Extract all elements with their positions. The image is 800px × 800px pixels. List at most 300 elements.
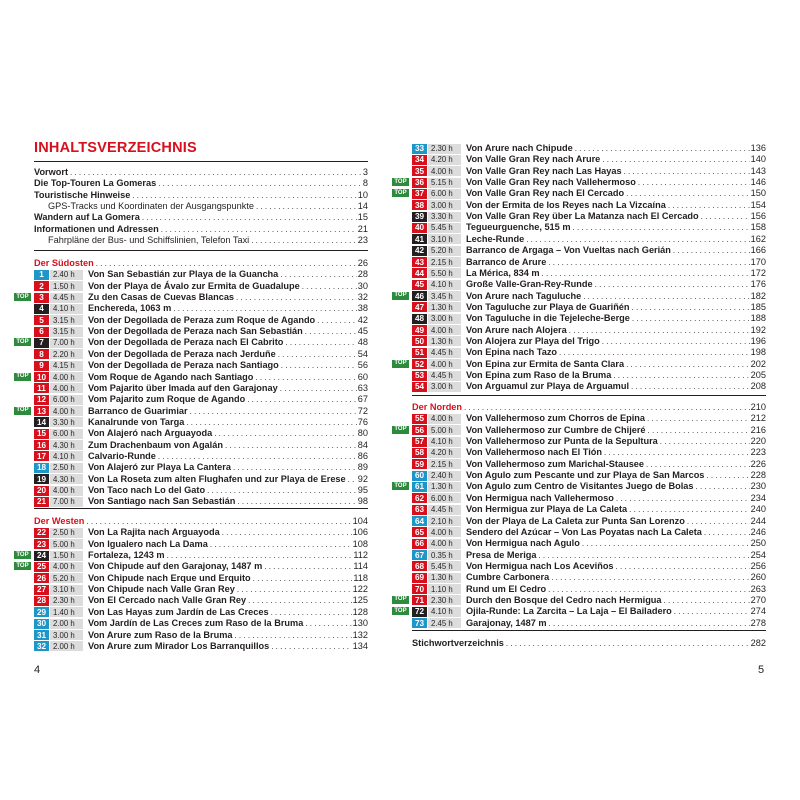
entry-title: Von Arure zum Raso de la Bruma xyxy=(88,629,233,640)
entry-title: Stichwortverzeichnis xyxy=(412,638,504,648)
entry-title: Die Top-Touren La Gomeras xyxy=(34,178,157,189)
entry-title: La Mérica, 834 m xyxy=(466,267,540,278)
page-ref: 228 xyxy=(750,470,766,481)
tour-row[interactable] xyxy=(412,447,766,458)
page-ref: 128 xyxy=(352,606,368,617)
tour-row[interactable] xyxy=(34,451,368,462)
tour-row[interactable] xyxy=(34,485,368,496)
leader-dots xyxy=(646,459,750,470)
tour-row[interactable] xyxy=(412,381,766,392)
leader-dots xyxy=(132,190,356,201)
tour-row[interactable] xyxy=(34,428,368,439)
tour-row[interactable] xyxy=(412,470,766,481)
leader-dots xyxy=(582,538,750,549)
tour-row[interactable] xyxy=(34,584,368,595)
section-heading-norden[interactable] xyxy=(412,402,766,413)
tour-number-badge: 10 xyxy=(34,372,49,382)
tour-number-badge: 14 xyxy=(34,417,49,427)
leader-dots xyxy=(660,436,750,447)
tour-row[interactable] xyxy=(394,481,766,492)
leader-dots xyxy=(506,638,750,649)
page-ref: 162 xyxy=(750,233,766,244)
tour-row[interactable] xyxy=(412,211,766,222)
entry-title: Von Hermigua nach Vallehermoso xyxy=(466,492,614,503)
tour-row[interactable] xyxy=(34,326,368,337)
tour-number-badge: 71 xyxy=(412,595,427,605)
page-ref: 23 xyxy=(357,235,368,246)
section-divider xyxy=(34,250,368,251)
tour-duration: 4.00 h xyxy=(50,486,83,496)
tour-row[interactable] xyxy=(412,200,766,211)
entry-title: Von der Degollada de Peraza nach San Sebastián xyxy=(88,326,303,337)
leader-dots xyxy=(253,573,353,584)
toc-entry[interactable] xyxy=(34,167,368,178)
tour-row[interactable] xyxy=(34,462,368,473)
leader-dots xyxy=(225,440,357,451)
tour-row[interactable] xyxy=(34,281,368,292)
leader-dots xyxy=(616,561,750,572)
top-tour-badge: TOP xyxy=(392,292,409,300)
tour-number-badge: 1 xyxy=(34,270,49,280)
tour-duration: 4.10 h xyxy=(50,304,83,314)
entry-title: Von Las Hayas zum Jardín de Las Creces xyxy=(88,606,269,617)
tour-number-badge: 54 xyxy=(412,382,427,392)
tour-row[interactable] xyxy=(34,269,368,280)
leader-dots xyxy=(280,383,357,394)
tour-duration: 4.45 h xyxy=(428,348,461,358)
page-ref: 10 xyxy=(357,189,368,200)
page-ref: 198 xyxy=(750,347,766,358)
toc-entry[interactable] xyxy=(34,201,368,212)
tour-duration: 3.00 h xyxy=(428,382,461,392)
section-divider xyxy=(412,395,766,396)
tour-duration: 3.00 h xyxy=(50,630,83,640)
tour-duration: 3.00 h xyxy=(428,200,461,210)
page-ref: 14 xyxy=(357,201,368,212)
leader-dots xyxy=(626,188,750,199)
tour-row[interactable] xyxy=(16,371,368,383)
toc-entry[interactable] xyxy=(34,178,368,189)
tour-row[interactable] xyxy=(34,315,368,326)
tour-duration: 5.50 h xyxy=(428,268,461,278)
entry-title: Vom Pajarito zum Roque de Agando xyxy=(88,394,246,405)
tour-row[interactable] xyxy=(34,595,368,606)
tour-row[interactable] xyxy=(412,154,766,165)
top-tour-badge: TOP xyxy=(392,426,409,434)
entry-title: Von El Cercado nach Valle Gran Rey xyxy=(88,595,247,606)
tour-number-badge: 38 xyxy=(412,200,427,210)
page-ref: 84 xyxy=(357,439,368,450)
tour-row[interactable] xyxy=(34,360,368,371)
entry-title: Von Taco nach Lo del Gato xyxy=(88,485,206,495)
leader-dots xyxy=(190,406,357,417)
page-ref: 45 xyxy=(357,326,368,337)
toc-entry[interactable] xyxy=(34,212,368,223)
tour-duration: 7.00 h xyxy=(50,338,83,348)
leader-dots xyxy=(86,516,351,527)
top-tour-badge: TOP xyxy=(14,407,31,415)
page-ref: 260 xyxy=(750,572,766,583)
page-ref: 3 xyxy=(362,167,368,177)
entry-title: Presa de Meriga xyxy=(466,549,537,560)
leader-dots xyxy=(551,572,749,583)
leader-dots xyxy=(573,222,750,233)
top-tour-badge: TOP xyxy=(14,562,31,570)
tour-row[interactable] xyxy=(412,550,766,561)
top-tour-badge: TOP xyxy=(392,189,409,197)
leader-dots xyxy=(158,451,357,462)
entry-title: Von der Playa de Ávalo zur Ermita de Guadalupe xyxy=(88,280,300,291)
leader-dots xyxy=(96,258,357,269)
top-tour-badge: TOP xyxy=(392,178,409,186)
tour-row[interactable] xyxy=(34,527,368,538)
leader-dots xyxy=(548,257,749,268)
tour-number-badge: 42 xyxy=(412,246,427,256)
tour-row[interactable] xyxy=(412,268,766,279)
page-ref: 60 xyxy=(357,371,368,382)
tour-row[interactable] xyxy=(412,436,766,447)
leader-dots xyxy=(251,235,357,246)
page-ref: 234 xyxy=(750,492,766,503)
tour-duration: 3.10 h xyxy=(50,585,83,595)
leader-dots xyxy=(673,245,750,256)
entry-title: Wandern auf La Gomera xyxy=(34,212,140,223)
leader-dots xyxy=(247,394,357,405)
page-ref: 48 xyxy=(357,337,368,348)
leader-dots xyxy=(234,630,351,641)
entry-title: Von der Degollada de Peraza nach Santiago xyxy=(88,360,279,371)
page-ref: 8 xyxy=(362,178,368,189)
leader-dots xyxy=(248,595,352,606)
leader-dots xyxy=(222,527,352,538)
tour-row[interactable] xyxy=(16,292,368,303)
tour-number-badge: 37 xyxy=(412,189,427,199)
tour-number-badge: 26 xyxy=(34,573,49,583)
section-divider xyxy=(34,508,368,509)
entry-title: Von Alajeró nach Arguayoda xyxy=(88,428,213,439)
page-ref: 21 xyxy=(357,223,368,234)
entry-title: Von La Rajita nach Arguayoda xyxy=(88,527,220,538)
tour-number-badge: 69 xyxy=(412,573,427,583)
page-ref: 125 xyxy=(352,595,368,606)
tour-duration: 2.15 h xyxy=(428,257,461,267)
page-ref: 92 xyxy=(357,473,368,484)
tour-row[interactable] xyxy=(412,572,766,583)
tour-row[interactable] xyxy=(34,474,368,485)
page-ref: 226 xyxy=(750,458,766,469)
leader-dots xyxy=(538,550,749,561)
tour-row[interactable] xyxy=(16,550,368,561)
tour-row[interactable] xyxy=(412,336,766,347)
tour-duration: 1.30 h xyxy=(428,573,461,583)
tour-row[interactable] xyxy=(412,245,766,256)
tour-duration: 3.30 h xyxy=(50,417,83,427)
page-ref: 134 xyxy=(352,640,368,651)
tour-row[interactable] xyxy=(16,405,368,417)
tour-row[interactable] xyxy=(412,618,766,629)
tour-number-badge: 64 xyxy=(412,516,427,526)
tour-duration: 4.30 h xyxy=(50,440,83,450)
tour-number-badge: 31 xyxy=(34,630,49,640)
tour-row[interactable] xyxy=(394,188,766,199)
section-heading-westen[interactable] xyxy=(34,516,368,527)
tour-duration: 3.00 h xyxy=(428,314,461,324)
page-ref: 270 xyxy=(750,594,766,605)
tour-row[interactable] xyxy=(394,177,766,188)
tour-duration: 2.10 h xyxy=(428,516,461,526)
tour-row[interactable] xyxy=(16,337,368,348)
entry-title: Von der Degollada de Peraza nach El Cabrito xyxy=(88,337,284,348)
leader-dots xyxy=(569,325,750,336)
tour-row[interactable] xyxy=(412,538,766,549)
page-ref: 136 xyxy=(750,143,766,153)
page-ref: 220 xyxy=(750,436,766,447)
tour-number-badge: 43 xyxy=(412,257,427,267)
top-tour-badge: TOP xyxy=(14,338,31,346)
entry-title: Große Valle-Gran-Rey-Runde xyxy=(466,279,593,290)
tour-duration: 2.30 h xyxy=(428,595,461,605)
tour-row[interactable] xyxy=(412,302,766,313)
entry-title: Von Hermigua nach Los Aceviños xyxy=(466,560,614,571)
entry-title: Tegueurguenche, 515 m xyxy=(466,222,571,233)
page-ref: 146 xyxy=(750,177,766,188)
entry-title: Von Vallehermoso zum Marichal-Stausee xyxy=(466,458,645,469)
page-ref: 26 xyxy=(357,258,368,268)
tour-row[interactable] xyxy=(16,561,368,572)
tour-duration: 1.30 h xyxy=(428,336,461,346)
tour-duration: 2.20 h xyxy=(50,349,83,359)
tour-row[interactable] xyxy=(412,561,766,572)
tour-duration: 2.30 h xyxy=(428,144,461,154)
leader-dots xyxy=(255,372,356,383)
page-ref: 30 xyxy=(357,280,368,291)
tour-duration: 1.30 h xyxy=(428,302,461,312)
tour-row[interactable] xyxy=(412,459,766,470)
section-divider xyxy=(412,630,766,631)
leader-dots xyxy=(186,417,356,428)
leader-dots xyxy=(278,349,357,360)
tour-number-badge: 44 xyxy=(412,268,427,278)
tour-duration: 4.20 h xyxy=(428,448,461,458)
page-ref: 166 xyxy=(750,245,766,256)
tour-duration: 1.50 h xyxy=(50,281,83,291)
tour-row[interactable] xyxy=(412,257,766,268)
entry-title: Von Chipude nach Erque und Erquito xyxy=(88,572,251,583)
tour-number-badge: 72 xyxy=(412,607,427,617)
page-ref: 80 xyxy=(357,428,368,439)
page-ref: 278 xyxy=(750,617,766,628)
tour-duration: 1.10 h xyxy=(428,584,461,594)
leader-dots xyxy=(167,550,353,561)
tour-number-badge: 39 xyxy=(412,212,427,222)
entry-title: Fahrpläne der Bus- und Schiffslinien, Telefon Taxi xyxy=(48,235,250,246)
page-ref: 246 xyxy=(750,526,766,537)
leader-dots xyxy=(549,618,750,629)
page-ref: 172 xyxy=(750,267,766,278)
leader-dots xyxy=(687,516,750,527)
tour-number-badge: 36 xyxy=(412,178,427,188)
tour-duration: 3.15 h xyxy=(50,315,83,325)
section-title: Der Westen xyxy=(34,516,85,526)
tour-number-badge: 18 xyxy=(34,463,49,473)
page-ref: 256 xyxy=(750,560,766,571)
leader-dots xyxy=(575,143,750,154)
page-ref: 130 xyxy=(352,618,368,629)
tour-row[interactable] xyxy=(412,370,766,381)
page-ref: 230 xyxy=(750,481,766,492)
tour-row[interactable] xyxy=(412,584,766,595)
entry-title: Sendero del Azúcar – Von Las Poyatas nach La Caleta xyxy=(466,526,702,537)
tour-row[interactable] xyxy=(34,573,368,584)
tour-row[interactable] xyxy=(412,279,766,290)
leader-dots xyxy=(526,234,749,245)
tour-duration: 4.45 h xyxy=(50,293,83,303)
tour-duration: 5.45 h xyxy=(428,223,461,233)
leader-dots xyxy=(305,326,357,337)
page-ref: 54 xyxy=(357,348,368,359)
page-ref: 176 xyxy=(750,279,766,290)
tour-duration: 5.45 h xyxy=(428,561,461,571)
tour-row[interactable] xyxy=(34,417,368,428)
tour-row[interactable] xyxy=(412,413,766,424)
tour-row[interactable] xyxy=(412,313,766,324)
tour-number-badge: 40 xyxy=(412,223,427,233)
tour-row[interactable] xyxy=(412,222,766,233)
leader-dots xyxy=(210,539,352,550)
tour-number-badge: 61 xyxy=(412,482,427,492)
tour-row[interactable] xyxy=(34,303,368,314)
page-ref: 86 xyxy=(357,450,368,461)
tour-row[interactable] xyxy=(394,606,766,617)
tour-duration: 4.00 h xyxy=(50,372,83,382)
section-heading-suedosten[interactable] xyxy=(34,258,368,269)
tour-row[interactable] xyxy=(412,516,766,527)
tour-row[interactable] xyxy=(412,234,766,245)
tour-row[interactable] xyxy=(34,607,368,618)
page-ref: 263 xyxy=(750,583,766,594)
page-ref: 185 xyxy=(750,301,766,312)
page-ref: 106 xyxy=(352,527,368,538)
tour-number-badge: 48 xyxy=(412,314,427,324)
toc-entry[interactable] xyxy=(34,224,368,235)
tour-number-badge: 49 xyxy=(412,325,427,335)
page-ref: 282 xyxy=(750,638,766,648)
tour-duration: 2.40 h xyxy=(50,270,83,280)
leader-dots xyxy=(256,201,357,212)
tour-duration: 6.00 h xyxy=(50,395,83,405)
page-ref: 254 xyxy=(750,549,766,560)
leader-dots xyxy=(604,447,750,458)
top-tour-badge: TOP xyxy=(14,293,31,301)
entry-title: Von Epina zum Raso de la Bruma xyxy=(466,370,612,380)
tour-row[interactable] xyxy=(412,347,766,358)
tour-row[interactable] xyxy=(34,496,368,507)
tour-row[interactable] xyxy=(34,641,368,652)
entry-title: Von Arure zum Mirador Los Barranquillos xyxy=(88,640,270,651)
tour-row[interactable] xyxy=(394,358,766,370)
tour-number-badge: 34 xyxy=(412,155,427,165)
page-ref: 158 xyxy=(750,222,766,233)
entry-title: Von Agulo zum Pescante und zur Playa de San Marcos xyxy=(466,470,705,481)
tour-number-badge: 33 xyxy=(412,144,427,154)
entry-title: Von Arure nach Chipude xyxy=(466,143,573,153)
tour-row[interactable] xyxy=(34,394,368,405)
entry-title: Leche-Runde xyxy=(466,233,525,244)
tour-row[interactable] xyxy=(394,594,766,606)
tour-row[interactable] xyxy=(412,527,766,538)
tour-number-badge: 17 xyxy=(34,451,49,461)
tour-number-badge: 63 xyxy=(412,505,427,515)
tour-duration: 5.00 h xyxy=(428,425,461,435)
toc-entry[interactable] xyxy=(34,190,368,201)
tour-row[interactable] xyxy=(34,383,368,394)
toc-entry[interactable] xyxy=(34,235,368,246)
page-ref: 274 xyxy=(750,606,766,617)
tour-row[interactable] xyxy=(394,290,766,302)
page-ref: 250 xyxy=(750,538,766,549)
tour-row[interactable] xyxy=(412,166,766,177)
tour-row[interactable] xyxy=(412,325,766,336)
index-entry[interactable] xyxy=(412,638,766,649)
leader-dots xyxy=(233,462,357,473)
page-ref: 210 xyxy=(750,402,766,412)
tour-row[interactable] xyxy=(394,424,766,436)
leader-dots xyxy=(595,279,750,290)
page-ref: 38 xyxy=(357,303,368,314)
tour-number-badge: 8 xyxy=(34,349,49,359)
tour-duration: 3.45 h xyxy=(428,291,461,301)
tour-number-badge: 24 xyxy=(34,551,49,561)
leader-dots xyxy=(632,313,750,324)
leader-dots xyxy=(648,425,750,436)
leader-dots xyxy=(281,360,357,371)
tour-row[interactable] xyxy=(412,143,766,154)
tour-number-badge: 13 xyxy=(34,406,49,416)
tour-row[interactable] xyxy=(412,504,766,515)
tour-row[interactable] xyxy=(34,630,368,641)
entry-title: Von Hermigua nach Agulo xyxy=(466,538,580,549)
tour-number-badge: 15 xyxy=(34,429,49,439)
tour-duration: 6.00 h xyxy=(50,429,83,439)
leader-dots xyxy=(624,166,750,177)
tour-number-badge: 59 xyxy=(412,459,427,469)
leader-dots xyxy=(602,336,750,347)
leader-dots xyxy=(674,606,750,617)
page-ref: 104 xyxy=(352,516,368,526)
tour-duration: 4.00 h xyxy=(428,527,461,537)
entry-title: Von Agulo zum Centro de Visitantes Juego de Bolas xyxy=(466,481,694,492)
tour-duration: 4.00 h xyxy=(50,406,83,416)
tour-duration: 3.10 h xyxy=(428,234,461,244)
tour-duration: 4.00 h xyxy=(428,539,461,549)
entry-title: Zum Drachenbaum von Agalán xyxy=(88,439,223,450)
tour-duration: 4.10 h xyxy=(428,437,461,447)
tour-row[interactable] xyxy=(34,349,368,360)
tour-duration: 4.00 h xyxy=(50,562,83,572)
page-ref: 108 xyxy=(352,538,368,549)
tour-row[interactable] xyxy=(34,618,368,629)
entry-title: Vom Roque de Agando nach Santiago xyxy=(88,371,254,382)
tour-row[interactable] xyxy=(412,493,766,504)
tour-row[interactable] xyxy=(34,539,368,550)
entry-title: Cumbre Carbonera xyxy=(466,572,550,583)
tour-number-badge: 28 xyxy=(34,596,49,606)
page-ref: 63 xyxy=(357,382,368,393)
tour-number-badge: 9 xyxy=(34,361,49,371)
entry-title: Von Chipude auf den Garajonay, 1487 m xyxy=(88,561,263,572)
tour-row[interactable] xyxy=(34,440,368,451)
entry-title: Zu den Casas de Cuevas Blancas xyxy=(88,292,235,303)
